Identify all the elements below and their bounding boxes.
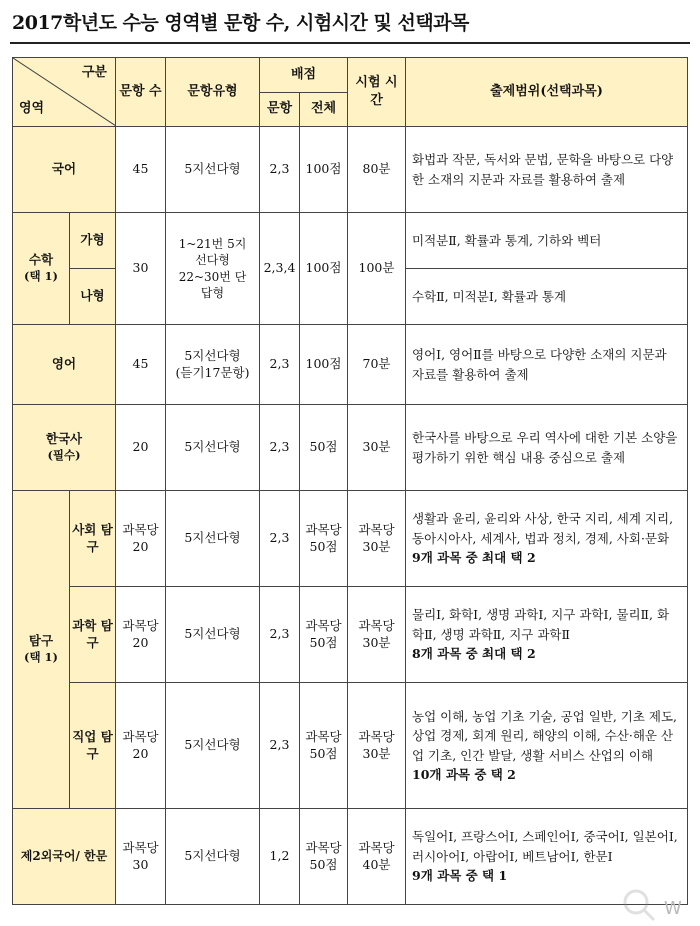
area-history xyxy=(13,405,116,491)
scope-english: 영어Ⅰ, 영어Ⅱ를 바탕으로 다양한 소재의 지문과 자료를 활용하여 출제 xyxy=(406,325,688,405)
table-row-math-a xyxy=(13,213,688,269)
scope-history: 한국사를 바탕으로 우리 역사에 대한 기본 소양을 평가하기 위한 핵심 내용 중심으로 출제 xyxy=(406,405,688,491)
total-score-vocational: 과목당 50점 xyxy=(300,683,348,809)
header-corner-cell xyxy=(13,58,116,127)
table-row-history xyxy=(13,405,688,491)
item-score-history: 2,3 xyxy=(260,405,300,491)
time-history: 30분 xyxy=(348,405,406,491)
scope-vocational xyxy=(406,683,688,809)
area-inquiry-label: 탐구 xyxy=(28,633,54,649)
header-scope: 출제범위(선택과목) xyxy=(406,58,688,127)
time-english: 70분 xyxy=(348,325,406,405)
table-row-korean xyxy=(13,127,688,213)
area-math-note: (택 1) xyxy=(24,269,58,284)
scope-math-a: 미적분Ⅱ, 확률과 통계, 기하와 벡터 xyxy=(406,213,688,269)
sub-vocational: 직업 탐구 xyxy=(70,683,116,809)
count-vocational: 과목당 20 xyxy=(116,683,166,809)
area-inquiry-note: (택 1) xyxy=(24,650,58,665)
type-english-note: (듣기17문항) xyxy=(175,364,250,380)
corner-header-category: 구분 xyxy=(81,65,107,80)
type-math-text: 1~21번 5지선다형 22~30번 단답형 xyxy=(178,237,247,300)
area-math xyxy=(13,213,70,325)
header-question-type: 문항유형 xyxy=(166,58,260,127)
time-korean: 80분 xyxy=(348,127,406,213)
time-math: 100분 xyxy=(348,213,406,325)
count-math: 30 xyxy=(116,213,166,325)
sub-social: 사회 탐구 xyxy=(70,491,116,587)
scope-science-note: 8개 과목 중 최대 택 2 xyxy=(412,646,536,662)
count-english: 45 xyxy=(116,325,166,405)
type-science: 5지선다형 xyxy=(166,587,260,683)
type-second-language: 5지선다형 xyxy=(166,809,260,905)
area-history-label: 한국사 xyxy=(45,431,83,447)
scope-science xyxy=(406,587,688,683)
header-score: 배점 xyxy=(260,58,348,93)
type-english-text: 5지선다형 xyxy=(184,347,241,363)
area-second-language: 제2외국어/ 한문 xyxy=(13,809,116,905)
scope-social xyxy=(406,491,688,587)
item-score-social: 2,3 xyxy=(260,491,300,587)
type-history: 5지선다형 xyxy=(166,405,260,491)
time-science: 과목당 30분 xyxy=(348,587,406,683)
table-row-inquiry-social xyxy=(13,491,688,587)
item-score-second-language: 1,2 xyxy=(260,809,300,905)
scope-social-list: 생활과 윤리, 윤리와 사상, 한국 지리, 세계 지리, 동아시아사, 세계사, 법과 정치, 경제, 사회·문화 xyxy=(412,511,674,546)
total-score-social: 과목당 50점 xyxy=(300,491,348,587)
item-score-science: 2,3 xyxy=(260,587,300,683)
page-title: 2017학년도 수능 영역별 문항 수, 시험시간 및 선택과목 xyxy=(12,12,469,34)
type-math xyxy=(166,213,260,325)
count-history: 20 xyxy=(116,405,166,491)
table-row-inquiry-vocational xyxy=(13,683,688,809)
scope-social-note: 9개 과목 중 최대 택 2 xyxy=(412,550,536,566)
count-korean: 45 xyxy=(116,127,166,213)
item-score-vocational: 2,3 xyxy=(260,683,300,809)
header-exam-time: 시험 시간 xyxy=(348,58,406,127)
scope-science-list: 물리Ⅰ, 화학Ⅰ, 생명 과학Ⅰ, 지구 과학Ⅰ, 물리Ⅱ, 화학Ⅱ, 생명 과학Ⅱ, 지구 과학Ⅱ xyxy=(412,607,670,642)
type-korean: 5지선다형 xyxy=(166,127,260,213)
item-score-korean: 2,3 xyxy=(260,127,300,213)
total-score-history: 50점 xyxy=(300,405,348,491)
table-row-inquiry-science xyxy=(13,587,688,683)
time-social: 과목당 30분 xyxy=(348,491,406,587)
header-score-total: 전체 xyxy=(300,92,348,127)
count-second-language: 과목당 30 xyxy=(116,809,166,905)
time-second-language: 과목당 40분 xyxy=(348,809,406,905)
sub-math-b: 나형 xyxy=(70,269,116,325)
table-row-second-language xyxy=(13,809,688,905)
count-science: 과목당 20 xyxy=(116,587,166,683)
scope-vocational-list: 농업 이해, 농업 기초 기술, 공업 일반, 기초 제도, 상업 경제, 회계 원리, 해양의 이해, 수산·해운 산업 기초, 인간 발달, 생활 서비스 산업의 이해 xyxy=(412,708,678,763)
type-vocational: 5지선다형 xyxy=(166,683,260,809)
area-korean: 국어 xyxy=(13,127,116,213)
count-social: 과목당 20 xyxy=(116,491,166,587)
corner-header-area: 영역 xyxy=(19,101,45,117)
watermark-mark: W xyxy=(664,898,682,919)
area-english: 영어 xyxy=(13,325,116,405)
sub-math-a: 가형 xyxy=(70,213,116,269)
table-row-english xyxy=(13,325,688,405)
title-underline xyxy=(10,42,690,44)
scope-math-b: 수학Ⅱ, 미적분Ⅰ, 확률과 통계 xyxy=(406,269,688,325)
total-score-science: 과목당 50점 xyxy=(300,587,348,683)
sub-science: 과학 탐구 xyxy=(70,587,116,683)
item-score-english: 2,3 xyxy=(260,325,300,405)
total-score-second-language: 과목당 50점 xyxy=(300,809,348,905)
watermark-logo xyxy=(620,888,662,922)
area-inquiry xyxy=(13,491,70,809)
area-math-label: 수학 xyxy=(28,252,54,268)
header-num-questions: 문항 수 xyxy=(116,58,166,127)
type-english xyxy=(166,325,260,405)
type-social: 5지선다형 xyxy=(166,491,260,587)
scope-vocational-note: 10개 과목 중 택 2 xyxy=(412,766,516,782)
total-score-math: 100점 xyxy=(300,213,348,325)
header-score-item: 문항 xyxy=(260,92,300,127)
time-vocational: 과목당 30분 xyxy=(348,683,406,809)
scope-second-language-note: 9개 과목 중 택 1 xyxy=(412,868,508,884)
exam-table xyxy=(12,57,688,905)
total-score-korean: 100점 xyxy=(300,127,348,213)
item-score-math: 2,3,4 xyxy=(260,213,300,325)
area-history-note: (필수) xyxy=(47,448,81,463)
total-score-english: 100점 xyxy=(300,325,348,405)
scope-second-language-list: 독일어Ⅰ, 프랑스어Ⅰ, 스페인어Ⅰ, 중국어Ⅰ, 일본어Ⅰ, 러시아어Ⅰ, 아랍어Ⅰ, 베트남어Ⅰ, 한문Ⅰ xyxy=(412,829,678,864)
scope-korean: 화법과 작문, 독서와 문법, 문학을 바탕으로 다양한 소재의 지문과 자료를 활용하여 출제 xyxy=(406,127,688,213)
